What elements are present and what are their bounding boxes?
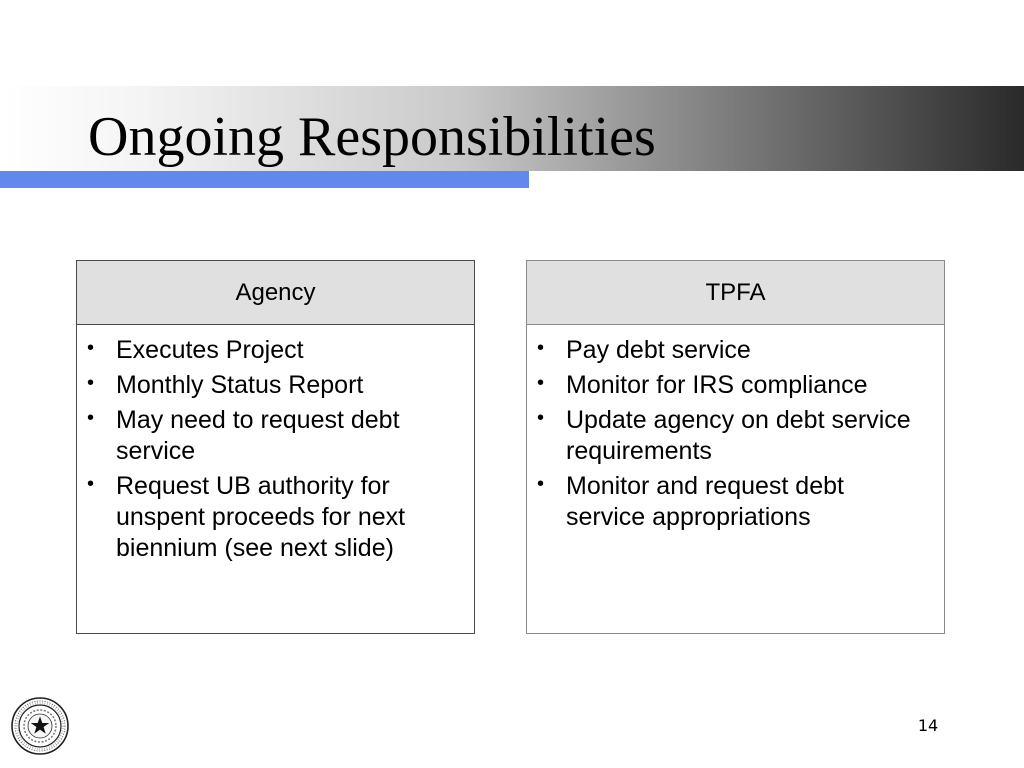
list-item — [87, 405, 460, 467]
slide-title: Ongoing Responsibilities — [88, 106, 656, 168]
bullet-text: Monitor for IRS compliance — [566, 371, 868, 399]
agency-bullet-list — [77, 325, 474, 564]
bullet-icon: • — [87, 473, 95, 495]
tpfa-bullet-list — [527, 325, 944, 533]
title-accent-bar — [0, 171, 529, 188]
bullet-icon: • — [87, 372, 95, 394]
bullet-icon: • — [537, 407, 545, 429]
list-item — [87, 335, 460, 366]
list-item — [537, 405, 930, 467]
tpfa-column — [526, 260, 945, 634]
list-item — [537, 471, 930, 533]
state-seal-icon — [11, 697, 69, 755]
page-number: 14 — [917, 716, 939, 735]
list-item — [537, 370, 930, 401]
bullet-text: Request UB authority for unspent proceeds for next biennium (see next slide) — [116, 472, 406, 562]
bullet-icon: • — [87, 407, 95, 429]
bullet-text: May need to request debt service — [116, 406, 400, 465]
bullet-text: Monitor and request debt service appropriations — [566, 472, 844, 531]
bullet-text: Pay debt service — [566, 336, 751, 364]
bullet-text: Monthly Status Report — [116, 371, 364, 399]
tpfa-column-header: TPFA — [527, 261, 944, 325]
agency-column-header: Agency — [77, 261, 474, 325]
bullet-text: Executes Project — [116, 336, 304, 364]
bullet-text: Update agency on debt service requirements — [566, 406, 911, 465]
agency-column — [76, 260, 475, 634]
list-item — [87, 471, 460, 564]
bullet-icon: • — [537, 337, 545, 359]
list-item — [537, 335, 930, 366]
bullet-icon: • — [87, 337, 95, 359]
bullet-icon: • — [537, 372, 545, 394]
list-item — [87, 370, 460, 401]
bullet-icon: • — [537, 473, 545, 495]
